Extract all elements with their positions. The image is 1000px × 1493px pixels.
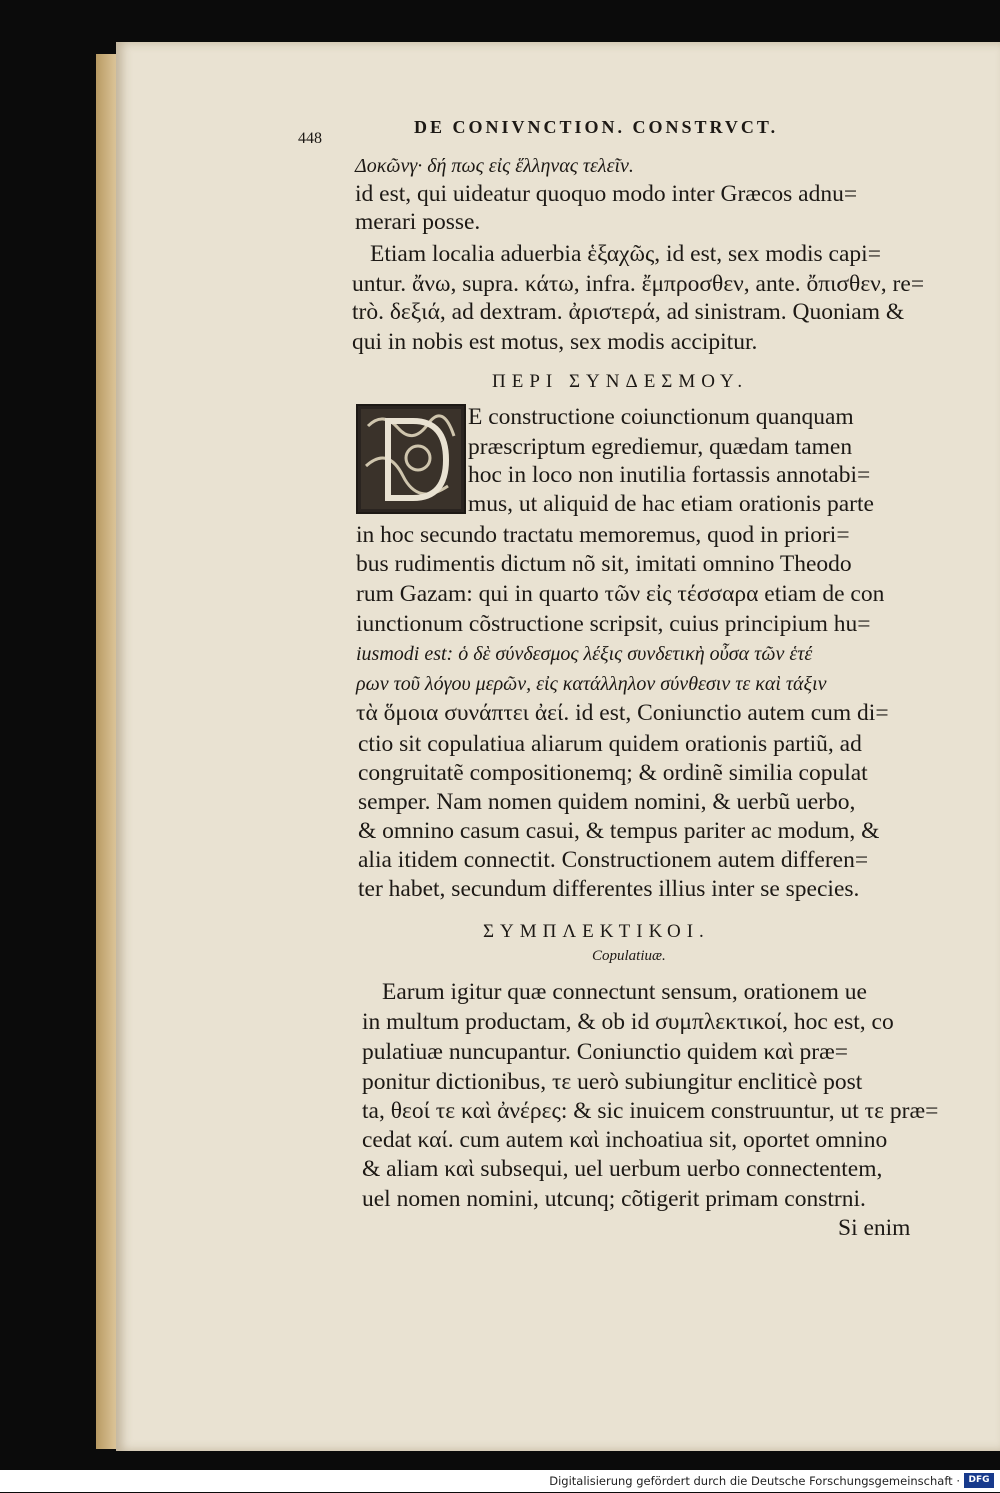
section-heading: ΠΕΡΙ ΣΥΝΔΕΣΜΟΥ. [492,371,749,392]
text-line: id est, qui uideatur quoquo modo inter Græcos adnu= [355,181,858,207]
text-line: hoc in loco non inutilia fortassis annotabi= [468,462,871,488]
text-line: præscriptum egrediemur, quædam tamen [468,434,853,460]
dfg-logo-icon: DFG [964,1473,994,1488]
footer-text: Digitalisierung gefördert durch die Deutsche Forschungsgemeinschaft · [549,1474,960,1488]
text-line: Earum igitur quæ connectunt sensum, orationem ue [382,979,867,1005]
text-line: alia itidem connectit. Constructionem autem differen= [358,847,869,873]
text-line: in multum productam, & ob id συμπλεκτικοί, hoc est, co [362,1009,894,1035]
footer-bar [0,1470,1000,1492]
text-line: ter habet, secundum differentes illius inter se species. [358,876,860,902]
decorated-initial-d [356,404,466,514]
text-line: uel nomen nomini, utcunq; cõtigerit primam constrni. [362,1186,866,1212]
text-line: ρων τοῦ λόγου μερῶν, εἰς κατάλληλον σύνθεσιν τε καὶ τάξιν [356,673,827,695]
text-line: cedat καί. cum autem καὶ inchoatiua sit, oportet omnino [362,1127,888,1153]
text-line: ponitur dictionibus, τε uerò subiungitur encliticè post [362,1069,863,1095]
text-line: bus rudimentis dictum nõ sit, imitati omnino Theodo [356,551,852,577]
running-head: DE CONIVNCTION. CONSTRVCT. [414,117,779,137]
text-line: ctio sit copulatiua aliarum quidem orationis partiũ, ad [358,731,862,757]
text-line: qui in nobis est motus, sex modis accipitur. [352,329,758,355]
page-number: 448 [298,130,322,147]
text-line: E constructione coiunctionum quanquam [468,404,854,430]
text-line: iusmodi est: ὁ δὲ σύνδεσμος λέξις συνδετικὴ οὖσα τῶν ἑτέ [356,643,813,665]
text-line: mus, ut aliquid de hac etiam orationis parte [468,491,874,517]
catchword: Si enim [838,1215,911,1241]
text-line: ta, θεοί τε καὶ ἀνέρες: & sic inuicem construuntur, ut τε præ= [362,1098,939,1124]
section-heading: ΣΥΜΠΛΕΚΤΙΚΟΙ. [483,921,710,942]
text-line: Etiam localia aduerbia ἑξαχῶς, id est, sex modis capi= [370,241,881,267]
text-line: & omnino casum casui, & tempus pariter ac modum, & [358,818,880,844]
text-line: semper. Nam nomen quidem nomini, & uerbũ uerbo, [358,789,856,815]
text-line: merari posse. [355,209,481,235]
text-line: untur. ἄνω, supra. κάτω, infra. ἔμπροσθεν, ante. ὄπισθεν, re= [352,271,925,297]
section-subheading: Copulatiuæ. [592,948,666,964]
text-line: τὰ ὅμοια συνάπτει ἀεί. id est, Coniunctio autem cum di= [356,700,889,726]
text-line: in hoc secundo tractatu memoremus, quod in priori= [356,522,850,548]
text-line: congruitatẽ compositionemq; & ordinẽ similia copulat [358,760,868,786]
text-line: rum Gazam: qui in quarto τῶν εἰς τέσσαρα etiam de con [356,581,885,607]
initial-ornament-icon [358,406,464,512]
text-line: Δοκῶνγ· δή πως εἰς ἕλληνας τελεῖν. [355,155,634,177]
text-line: pulatiuæ nuncupantur. Coniunctio quidem καὶ præ= [362,1039,849,1065]
text-line: & aliam καὶ subsequi, uel uerbum uerbo connectentem, [362,1156,883,1182]
text-line: iunctionum cõstructione scripsit, cuius principium hu= [356,611,871,637]
text-line: trò. δεξιά, ad dextram. ἀριστερά, ad sinistram. Quoniam & [352,299,905,325]
